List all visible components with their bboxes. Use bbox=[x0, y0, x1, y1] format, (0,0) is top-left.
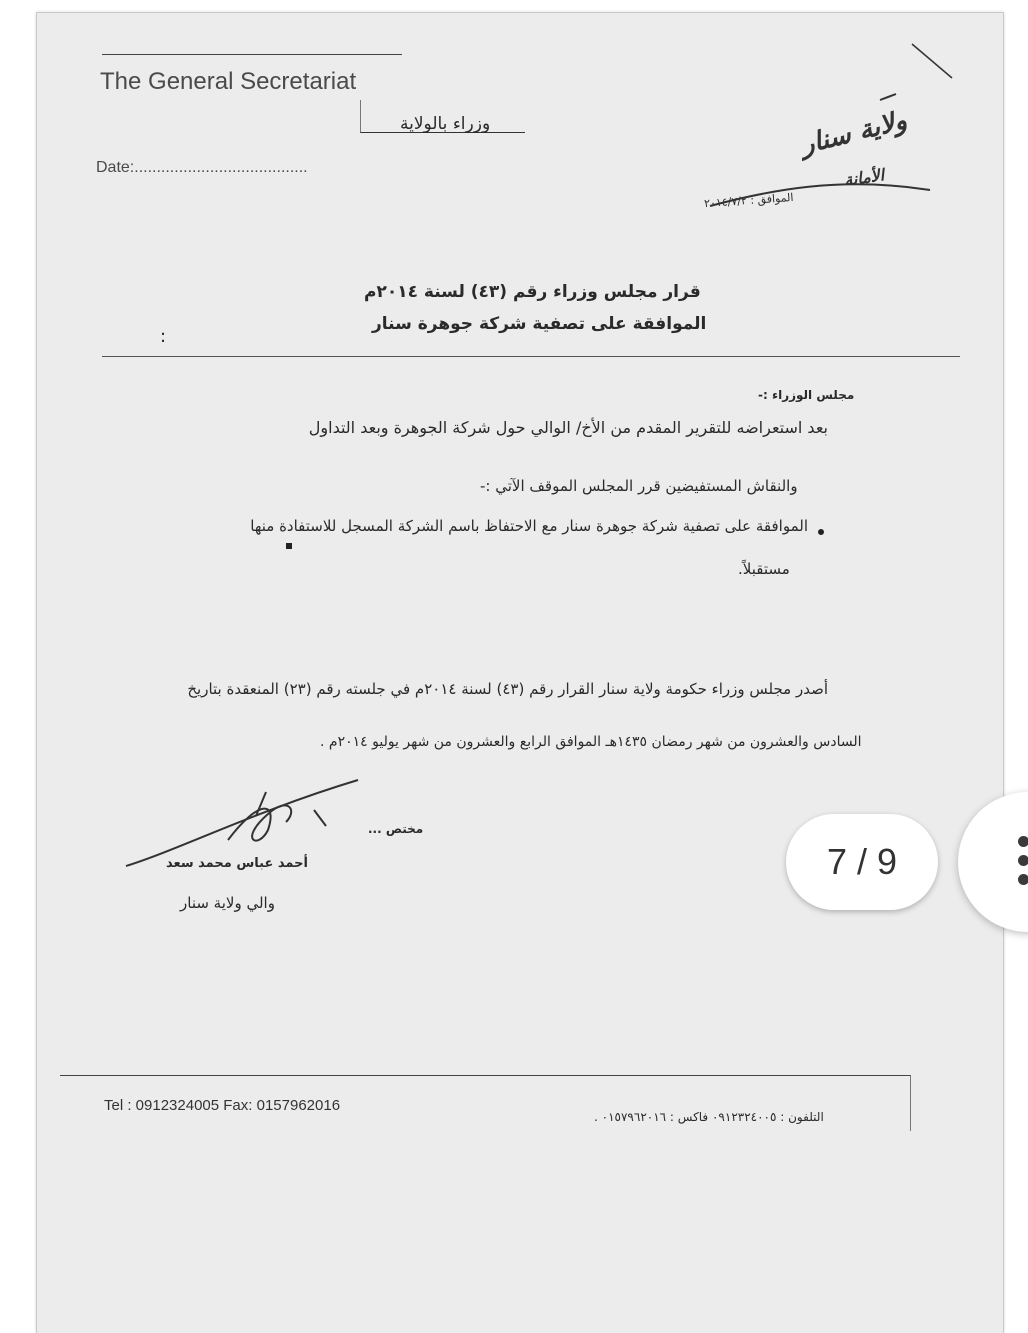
date-label: Date:....................................... bbox=[96, 159, 308, 176]
decision-subject: الموافقة على تصفية شركة جوهرة سنار bbox=[372, 314, 707, 334]
menu-dot-bottom bbox=[1018, 874, 1028, 885]
english-org-name: The General Secretariat bbox=[100, 68, 357, 95]
signatory-title: والي ولاية سنار bbox=[180, 894, 275, 912]
stamp-strokes bbox=[690, 40, 960, 220]
signature-closing: مختص ... bbox=[368, 822, 424, 836]
bullet-line2: مستقبلاً. bbox=[738, 560, 790, 578]
page-indicator: 7 / 9 bbox=[786, 814, 938, 910]
footer-arabic-contact: التلفون : ٠٩١٢٣٢٤٠٠٥ فاكس : ٠١٥٧٩٦٢٠١٦ . bbox=[594, 1110, 824, 1124]
decision-title: قرار مجلس وزراء رقم (٤٣) لسنة ٢٠١٤م bbox=[364, 282, 701, 302]
menu-dot-middle bbox=[1018, 855, 1028, 866]
stamp-line2: الأمانة bbox=[842, 165, 886, 190]
title-rule bbox=[102, 356, 960, 357]
bullet-line1: الموافقة على تصفية شركة جوهرة سنار مع الاحتفاظ باسم الشركة المسجل للاستفادة منها bbox=[250, 517, 808, 535]
menu-dot-top bbox=[1018, 836, 1028, 847]
stamp-line1: ولاية سنار bbox=[797, 105, 910, 161]
footer-english-contact: Tel : 0912324005 Fax: 0157962016 bbox=[104, 1097, 341, 1114]
signatory-name: أحمد عباس محمد سعد bbox=[166, 856, 308, 871]
bullet-dot bbox=[818, 529, 824, 535]
para2-line2: السادس والعشرون من شهر رمضان ١٤٣٥هـ الموافق الرابع والعشرون من شهر يوليو ٢٠١٤م . bbox=[320, 734, 862, 750]
top-rule bbox=[102, 54, 402, 55]
para2-line1: أصدر مجلس وزراء حكومة ولاية سنار القرار رقم (٤٣) لسنة ٢٠١٤م في جلسته رقم (٢٣) المنعقدة بتاريخ bbox=[187, 680, 828, 698]
arabic-org-name: وزراء بالولاية bbox=[400, 114, 491, 134]
stamp-date: الموافق : ٢٠١٤/٧/٢ bbox=[703, 190, 794, 211]
para1-line2: والنقاش المستفيضين قرر المجلس الموقف الآتي :- bbox=[480, 477, 798, 495]
salutation: مجلس الوزراء :- bbox=[758, 388, 855, 402]
margin-mark: : bbox=[160, 326, 167, 347]
para1-line1: بعد استعراضه للتقرير المقدم من الأخ/ الوالي حول شركة الجوهرة وبعد التداول bbox=[308, 418, 828, 437]
ink-dot bbox=[286, 543, 292, 549]
